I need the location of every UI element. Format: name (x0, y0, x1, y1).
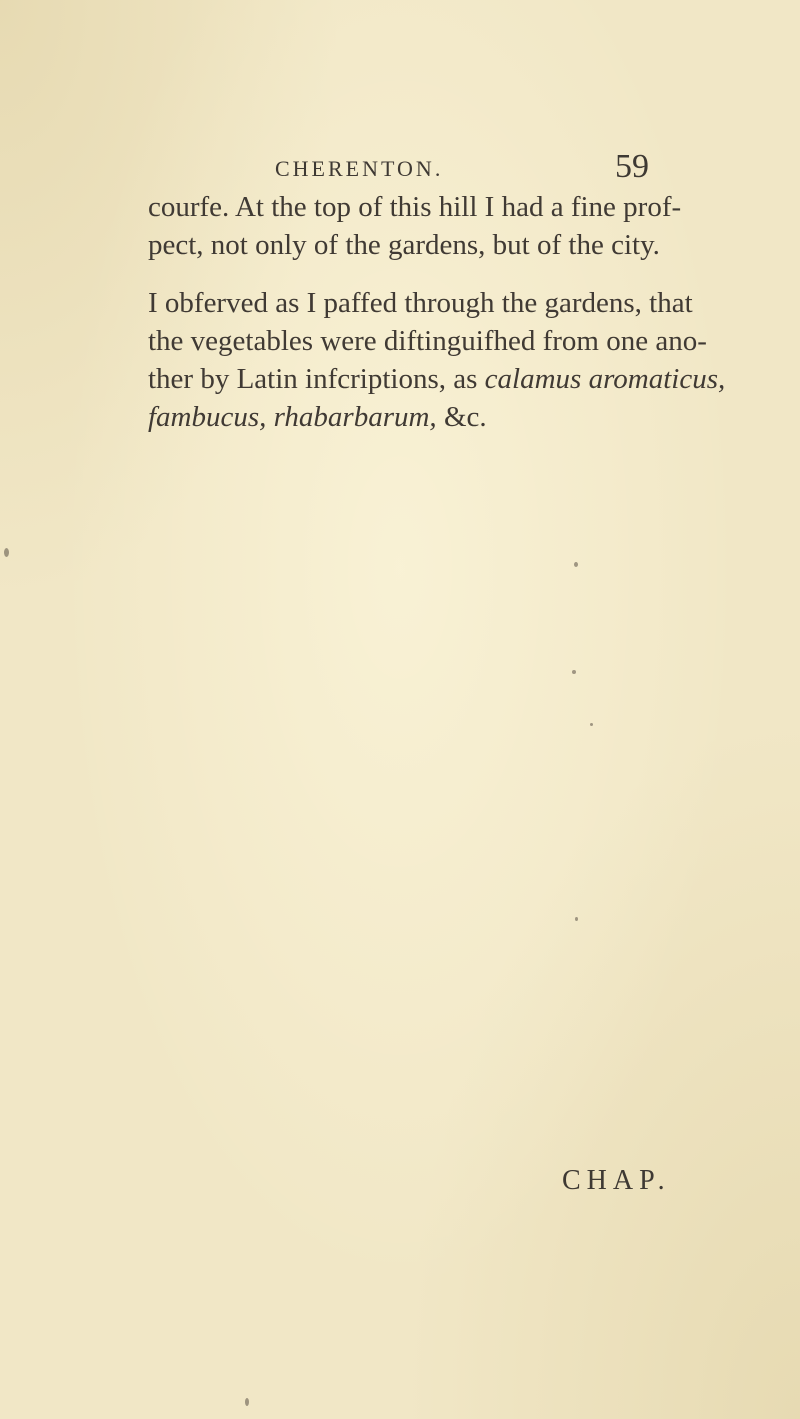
text-line: the vegetables were diftinguifhed from one ano- (148, 325, 707, 357)
catchword: CHAP. (562, 1165, 671, 1196)
paragraph-1 (148, 188, 708, 264)
latin-term: calamus aromaticus, (484, 363, 726, 395)
text-line: I obferved as I paffed through the gardens, that (148, 287, 693, 319)
paper-speck (245, 1398, 249, 1406)
running-title: CHERENTON. (275, 156, 444, 181)
text-line (148, 398, 708, 436)
text-segment: &c. (436, 401, 487, 433)
text-segment: ther by Latin infcriptions, as (148, 363, 485, 395)
text-line: pect, not only of the gardens, but of the city. (148, 229, 660, 261)
page-number: 59 (615, 148, 649, 185)
paper-speck (575, 917, 578, 921)
text-line: courfe. At the top of this hill I had a fine prof- (148, 191, 682, 223)
paper-speck (572, 670, 576, 674)
paper-speck (4, 548, 9, 557)
running-head (0, 148, 800, 188)
paragraph-2 (148, 284, 726, 436)
body-text (148, 188, 726, 436)
latin-term: fambucus, rhabarbarum, (148, 401, 437, 433)
text-line (148, 360, 726, 398)
paper-speck (574, 562, 578, 567)
paper-speck (590, 723, 593, 726)
